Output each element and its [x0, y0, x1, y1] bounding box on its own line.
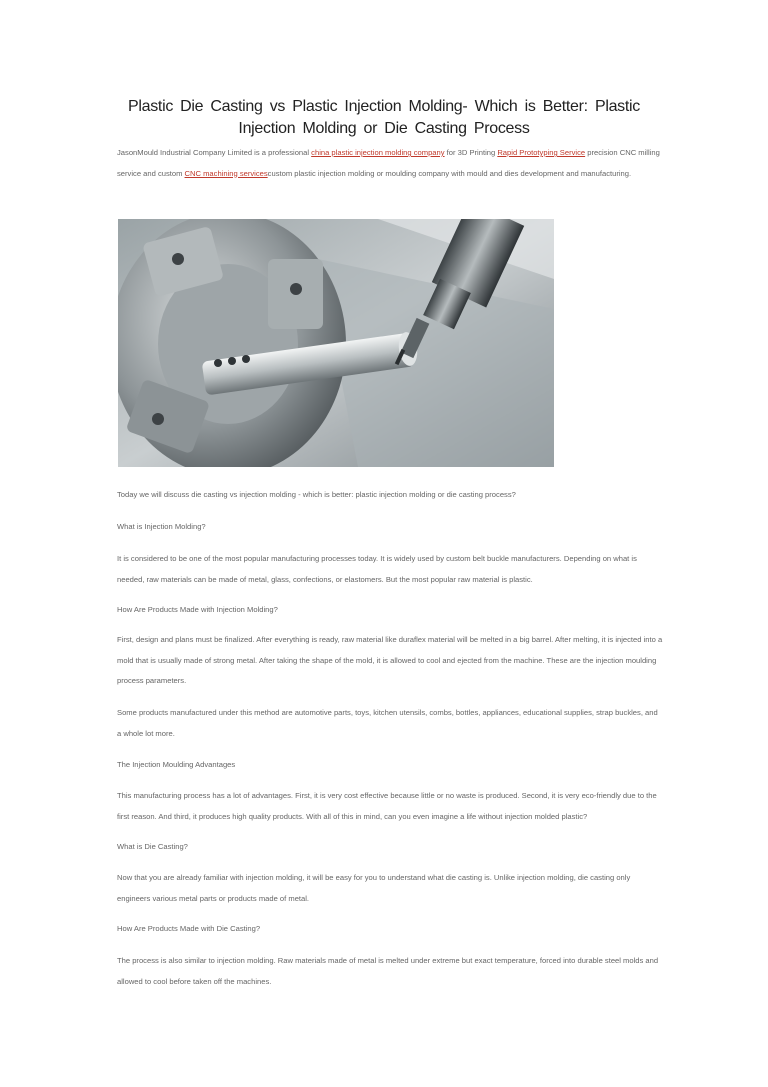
intro-text-3: precision CNC milling service and custom [117, 148, 660, 178]
link-rapid-prototyping[interactable]: Rapid Prototyping Service [497, 148, 586, 157]
paragraph-injection-advantages: This manufacturing process has a lot of advantages. First, it is very cost effective because little or no waste is produced. Second, it is very eco-friendly due to the first reason. And third, it produces high quality products. With all of this in mind, can you even imagine a life without injection molded plastic? [117, 791, 657, 821]
paragraph-die-casting-process: The process is also similar to injection molding. Raw materials made of metal is melted under extreme but exact temperature, forced into durable steel molds and allowed to cool before taken off the machines. [117, 956, 659, 986]
link-china-injection-molding[interactable]: china plastic injection molding company [311, 148, 445, 157]
cnc-machine-illustration [118, 219, 554, 467]
paragraph-intro-question: Today we will discuss die casting vs injection molding - which is better: plastic injection molding or die casting process? [117, 490, 516, 499]
paragraph-injection-products: Some products manufactured under this method are automotive parts, toys, kitchen utensils, combs, bottles, appliances, educational supplies, strap buckles, and a whole lot more. [117, 708, 658, 738]
intro-text-4: custom plastic injection molding or moulding company with mould and dies development and manufacturing. [267, 168, 632, 178]
page-title: Plastic Die Casting vs Plastic Injection Molding- Which is Better: Plastic Injection Molding or Die Casting Process [128, 98, 640, 137]
intro-text-1: JasonMould Industrial Company Limited is a professional [117, 148, 312, 157]
heading-what-is-injection-molding: What is Injection Molding? [117, 522, 206, 531]
paragraph-die-casting-definition: Now that you are already familiar with injection molding, it will be easy for you to understand what die casting is. Unlike injection molding, die casting only engineers various metal parts or products made of metal. [117, 873, 631, 903]
link-cnc-machining[interactable]: CNC machining services [184, 168, 268, 178]
intro-paragraph [117, 143, 663, 184]
heading-how-injection-molding: How Are Products Made with Injection Molding? [117, 605, 278, 614]
intro-text-2: for 3D Printing [444, 148, 498, 157]
cnc-machine-photo [118, 219, 554, 467]
heading-what-is-die-casting: What is Die Casting? [117, 842, 188, 851]
heading-injection-advantages: The Injection Moulding Advantages [117, 760, 236, 769]
paragraph-injection-process: First, design and plans must be finalized. After everything is ready, raw material like duraflex material will be melted in a big barrel. After melting, it is injected into a mold that is usually made of strong metal. After taking the shape of the mold, it is allowed to cool and ejected from the machine. These are the injection moulding process parameters. [117, 635, 663, 685]
paragraph-injection-molding-definition: It is considered to be one of the most popular manufacturing processes today. It is widely used by custom belt buckle manufacturers. Depending on what is needed, raw materials can be made of metal, glass, confections, or elastomers. But the most popular raw material is plastic. [117, 554, 637, 584]
heading-how-die-casting: How Are Products Made with Die Casting? [117, 924, 261, 933]
